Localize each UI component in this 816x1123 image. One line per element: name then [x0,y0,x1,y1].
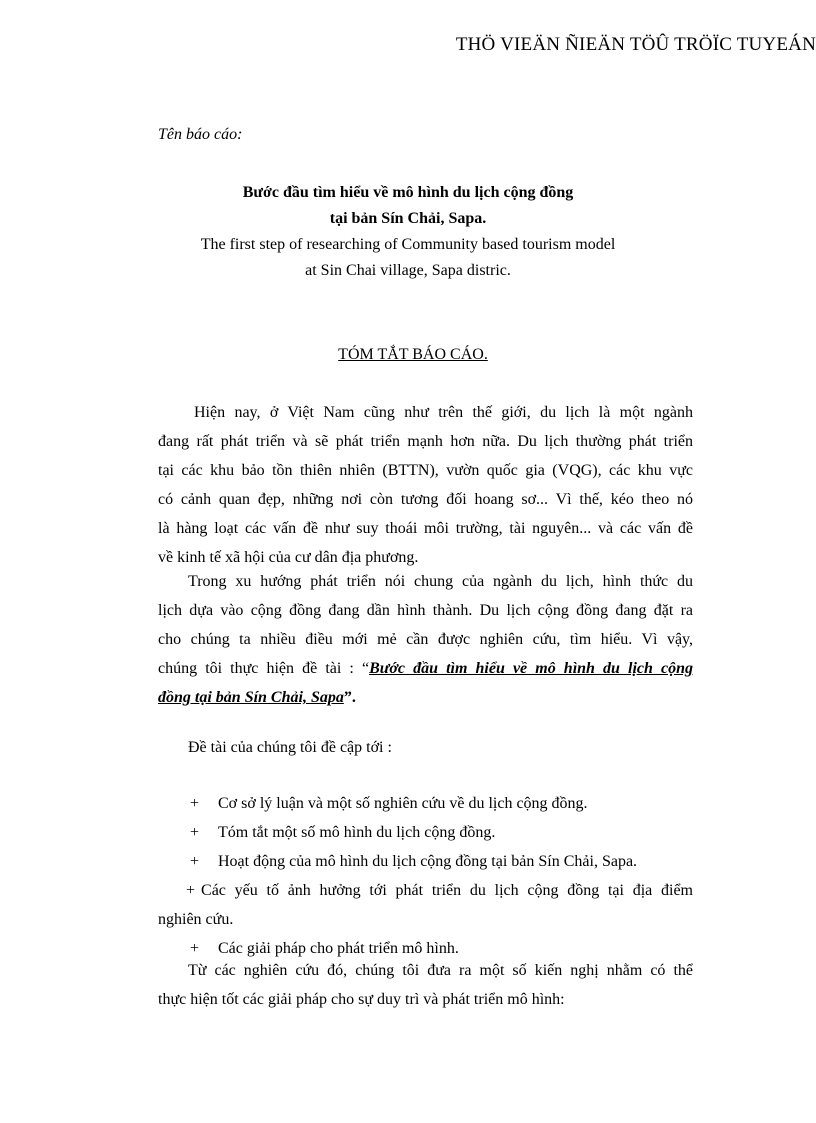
bullet-symbol: + [190,853,200,870]
paragraph-1-line: có cảnh quan đẹp, những nơi còn tương đối hoang sơ... Vì thế, kéo theo nó [158,491,693,508]
paragraph-2-line: cho chúng ta nhiều điều mới mẻ cần được nghiên cứu, tìm hiểu. Vì vậy, [158,631,693,648]
paragraph-1-line: về kinh tế xã hội của cư dân địa phương. [158,549,419,566]
paragraph-4-line: thực hiện tốt các giải pháp cho sự duy trì và phát triển mô hình: [158,991,565,1008]
title-en-line-2: at Sin Chai village, Sapa distric. [305,262,511,279]
title-en-line-1: The first step of researching of Community based tourism model [200,236,616,253]
paragraph-3 [158,733,693,762]
bullet-symbol: + [190,940,200,957]
paragraph-2-line: lịch dựa vào cộng đồng đang dần hình thành. Du lịch cộng đồng đang đặt ra [158,602,693,619]
paragraph-1-line: là hàng loạt các vấn đề như suy thoái môi trường, tài nguyên... và các vấn đề [158,520,693,537]
paragraph-2-line [158,683,693,712]
bullet-text: Tóm tắt một số mô hình du lịch cộng đồng. [218,824,496,841]
bullet-continuation: nghiên cứu. [158,911,234,928]
paragraph-4-line: Từ các nghiên cứu đó, chúng tôi đưa ra một số kiến nghị nhằm có thể [188,962,693,979]
title-vn-line-1: Bước đầu tìm hiểu về mô hình du lịch cộng đồng [242,184,574,201]
paragraph-4 [158,956,693,1014]
report-title-emphasis: đồng tại bản Sín Chải, Sapa [158,689,344,706]
bullet-text: Hoạt động của mô hình du lịch cộng đồng tại bản Sín Chải, Sapa. [218,853,638,870]
list-item [158,789,693,818]
bullet-list [158,789,693,963]
paragraph-1-line: đang rất phát triển và sẽ phát triển mạnh hơn nữa. Du lịch thường phát triển [158,433,693,450]
report-label: Tên báo cáo: [158,126,243,143]
summary-heading: TÓM TẮT BÁO CÁO. [338,346,488,363]
paragraph-1 [158,398,693,572]
library-header: THÖ VIEÄN ÑIEÄN TÖÛ TRÖÏC TUYEÁN [455,34,816,55]
list-item [158,876,693,905]
bullet-symbol: + [190,824,200,841]
paragraph-1-line: tại các khu bảo tồn thiên nhiên (BTTN), vườn quốc gia (VQG), các khu vực [158,462,693,479]
paragraph-2-prefix: chúng tôi thực hiện đề tài : “ [158,660,370,677]
paragraph-3-line: Đề tài của chúng tôi đề cập tới : [188,739,392,756]
paragraph-2-line: Trong xu hướng phát triển nói chung của ngành du lịch, hình thức du [188,573,693,590]
paragraph-2-suffix: ”. [343,689,356,706]
bullet-text: Các yếu tố ảnh hưởng tới phát triển du lịch cộng đồng tại địa điểm [201,882,693,899]
title-block [0,180,816,284]
list-item [158,818,693,847]
bullet-symbol: + [186,882,196,899]
list-item [158,847,693,876]
title-vn-line-2: tại bản Sín Chải, Sapa. [329,210,487,227]
bullet-text: Các giải pháp cho phát triển mô hình. [218,940,459,957]
paragraph-2 [158,567,693,712]
bullet-symbol: + [190,795,200,812]
report-title-emphasis: Bước đầu tìm hiểu về mô hình du lịch cộng [369,660,693,677]
paragraph-2-line [158,654,693,683]
bullet-text: Cơ sở lý luận và một số nghiên cứu về du lịch cộng đồng. [218,795,588,812]
paragraph-1-line: Hiện nay, ở Việt Nam cũng như trên thế giới, du lịch là một ngành [194,404,693,421]
